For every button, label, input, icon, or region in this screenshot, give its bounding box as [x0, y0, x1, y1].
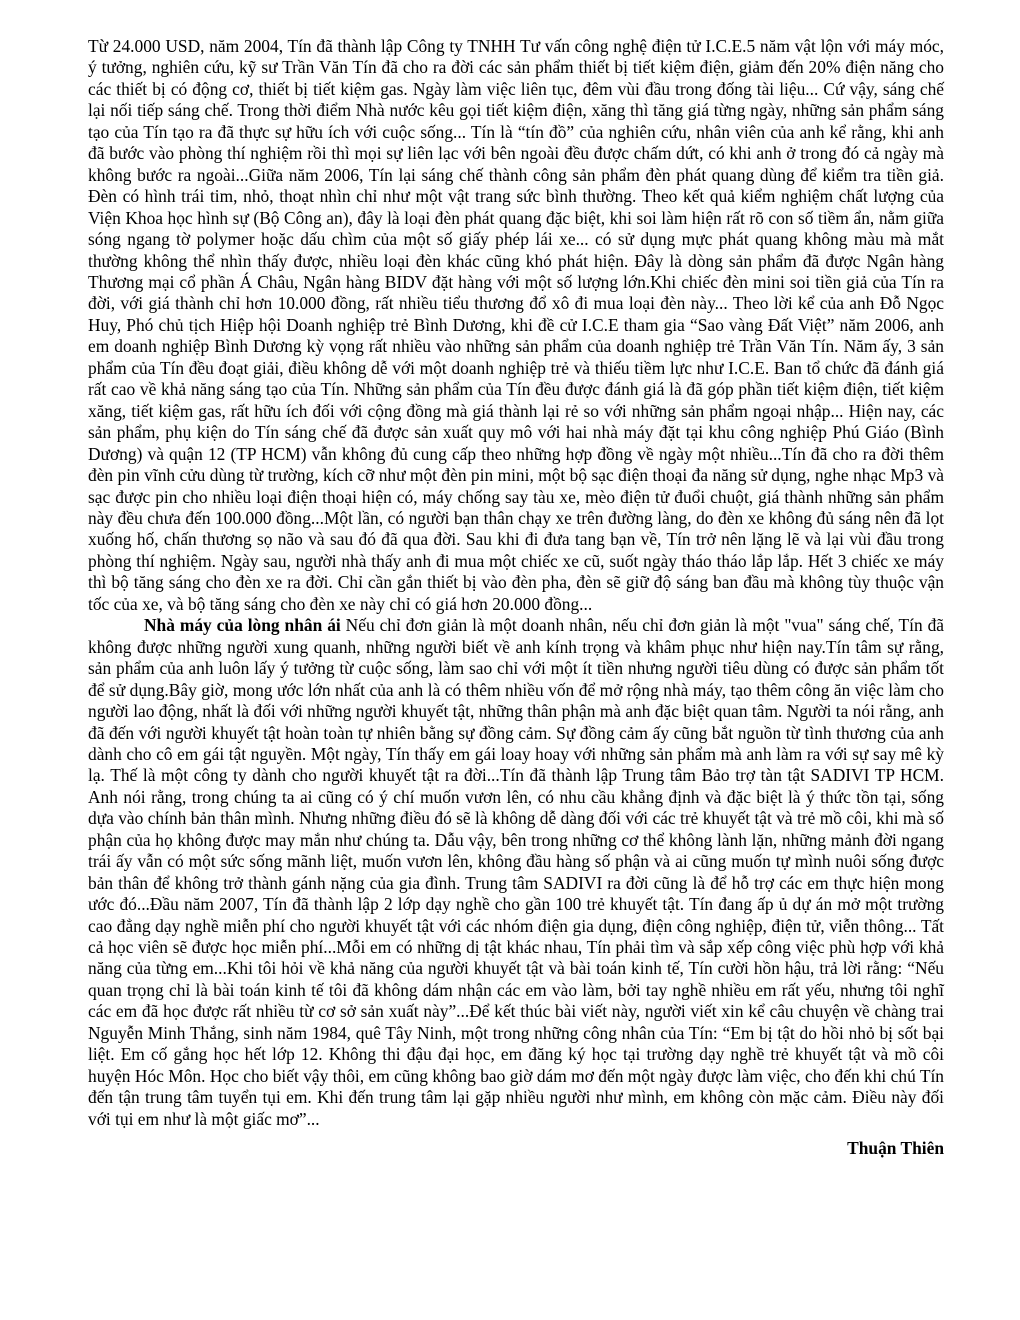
article: [88, 36, 944, 1160]
author-signature: Thuận Thiên: [847, 1138, 944, 1159]
section-heading: Nhà máy của lòng nhân ái: [144, 615, 341, 636]
article-paragraph-2: [88, 615, 944, 1130]
section-body: Nếu chỉ đơn giản là một doanh nhân, nếu chỉ đơn giản là một "vua" sáng chế, Tín đã không được những người xung quanh, những người biết về anh kính trọng và khâm phục như hiện nay.Tín tâm sự rằng, sản phẩm của anh luôn lấy ý tưởng từ cuộc sống, làm sao chỉ với một ít tiền nhưng người tiêu dùng có được sản phẩm tốt để sử dụng.Bây giờ, mong ước lớn nhất của anh là có thêm nhiều vốn để mở rộng nhà máy, tạo thêm công ăn việc làm cho người lao động, nhất là đối với những người khuyết tật, những thân phận mà anh đặc biệt quan tâm. Người ta nói rằng, anh đã đến với người khuyết tật hoàn toàn tự nhiên bằng sự đồng cảm. Sự đồng cảm ấy cũng bắt nguồn từ tình thương của anh dành cho cô em gái tật nguyền. Một ngày, Tín thấy em gái loay hoay với những sản phẩm mà anh làm ra với sự say mê kỳ lạ. Thế là một công ty dành cho người khuyết tật ra đời...Tín đã thành lập Trung tâm Bảo trợ tàn tật SADIVI TP HCM. Anh nói rằng, trong chúng ta ai cũng có ý chí muốn vươn lên, có nhu cầu khẳng định và đặc biệt là ý thức tồn tại, sống dựa vào chính bản thân mình. Nhưng những điều đó sẽ là không dễ dàng đối với các trẻ khuyết tật và trẻ mồ côi, khi mà số phận của họ không được may mắn như chúng ta. Dẫu vậy, bên trong những cơ thể không lành lặn, những mảnh đời ngang trái ấy vẫn có một sức sống mãnh liệt, muốn vươn lên, không đầu hàng số phận và ai cũng muốn tự mình nuôi sống được bản thân để không trở thành gánh nặng của gia đình. Trung tâm SADIVI ra đời cũng là để hỗ trợ các em thực hiện mong ước đó...Đầu năm 2007, Tín đã thành lập 2 lớp dạy nghề cho gần 100 trẻ khuyết tật. Tín đang ấp ủ dự án mở một trường cao đẳng dạy nghề miễn phí cho người khuyết tật với các nhóm điện gia dụng, điện công nghiệp, điện tử, viễn thông... Tất cả học viên sẽ được học miễn phí...Mỗi em có những dị tật khác nhau, Tín phải tìm và sắp xếp công việc phù hợp với khả năng của từng em...Khi tôi hỏi về khả năng của người khuyết tật và bài toán kinh tế, Tín cười hồn hậu, trả lời rằng: “Nếu quan trọng chỉ là bài toán kinh tế tôi đã không dám nhận các em vào làm, bởi tay nghề nhiều em rất yếu, nhưng tôi nghĩ các em đã học được rất nhiều từ cơ sở sản xuất này”...Để kết thúc bài viết này, người viết xin kể câu chuyện về chàng trai Nguyễn Minh Thắng, sinh năm 1984, quê Tây Ninh, một trong những công nhân của Tín: “Em bị tật do hồi nhỏ bị sốt bại liệt. Em cố gắng học hết lớp 12. Không thi đậu đại học, em đăng ký học tại trường dạy nghề trẻ khuyết tật và mồ côi huyện Hóc Môn. Học cho biết vậy thôi, em cũng không bao giờ dám mơ đến một ngày được làm việc, cho đến khi chú Tín đến tận trung tâm tuyển tụi em. Khi đến trung tâm lại gặp nhiều người như mình, em không còn mặc cảm. Điều này đối với tụi em như là một giấc mơ”...: [88, 615, 944, 1129]
article-paragraph-1: Từ 24.000 USD, năm 2004, Tín đã thành lập Công ty TNHH Tư vấn công nghệ điện tử I.C.E.5 năm vật lộn với máy móc, ý tưởng, nghiên cứu, kỹ sư Trần Văn Tín đã cho ra đời các sản phẩm thiết bị tiết kiệm điện, giảm đến 20% điện năng cho các thiết bị có động cơ, thiết bị tiết kiệm gas. Ngày làm việc liên tục, đêm vùi đầu trong đống tài liệu... Cứ vậy, sáng chế lại nối tiếp sáng chế. Trong thời điểm Nhà nước kêu gọi tiết kiệm điện, xăng thì tăng giá từng ngày, những sản phẩm sáng tạo của Tín tạo ra đã thực sự hữu ích với cuộc sống... Tín là “tín đồ” của nghiên cứu, nhân viên của anh kể rằng, khi anh đã bước vào phòng thí nghiệm rồi thì mọi sự liên lạc với bên ngoài đều được chấm dứt, có khi anh ở trong đó cả ngày mà không bước ra ngoài...Giữa năm 2006, Tín lại sáng chế thành công sản phẩm đèn phát quang dùng để kiểm tra tiền giả. Đèn có hình trái tim, nhỏ, thoạt nhìn chỉ như một vật trang sức bình thường. Theo kết quả kiểm nghiệm chất lượng của Viện Khoa học hình sự (Bộ Công an), đây là loại đèn phát quang đặc biệt, khi soi làm hiện rất rõ con số tiềm ẩn, nằm giữa sóng ngang tờ polymer hoặc dấu chìm của một số giấy phép lái xe... có sử dụng mực phát quang không màu mà mắt thường không thể nhìn thấy được, nhiều loại đèn khác cũng khó phát hiện. Đây là dòng sản phẩm đã được Ngân hàng Thương mại cổ phần Á Châu, Ngân hàng BIDV đặt hàng với một số lượng lớn.Khi chiếc đèn mini soi tiền giả của Tín ra đời, với giá thành chỉ hơn 10.000 đồng, rất nhiều tiểu thương đổ xô đi mua loại đèn này... Theo lời kể của anh Đỗ Ngọc Huy, Phó chủ tịch Hiệp hội Doanh nghiệp trẻ Bình Dương, khi đề cử I.C.E tham gia “Sao vàng Đất Việt” năm 2006, anh em doanh nghiệp Bình Dương kỳ vọng rất nhiều vào những sản phẩm của doanh nghiệp trẻ Trần Văn Tín. Năm ấy, 3 sản phẩm của Tín đều đoạt giải, điều không dễ với một doanh nghiệp trẻ và thiếu tiềm lực như I.C.E. Ban tổ chức đã đánh giá rất cao về khả năng sáng tạo của Tín. Những sản phẩm của Tín đều được đánh giá là đã góp phần tiết kiệm điện, tiết kiệm xăng, tiết kiệm gas, rất hữu ích đối với cộng đồng mà giá thành lại rẻ so với những sản phẩm ngoại nhập... Hiện nay, các sản phẩm, phụ kiện do Tín sáng chế đã được sản xuất quy mô với hai nhà máy đặt tại khu công nghiệp Phú Giáo (Bình Dương) và quận 12 (TP HCM) vẫn không đủ cung cấp theo những hợp đồng về ngày một nhiều...Tín đã cho ra đời thêm đèn pin vĩnh cửu dùng từ trường, kích cỡ như một đèn pin mini, một bộ sạc điện thoại đa năng sử dụng, nghe nhạc Mp3 và sạc được pin cho nhiều loại điện thoại hiện có, máy chống say tàu xe, mèo điện tử đuổi chuột, giá thành những sản phẩm này đều chưa đến 100.000 đồng...Một lần, có người bạn thân chạy xe trên đường làng, do đèn xe không đủ sáng nên đã lọt xuống hố, chấn thương sọ não và sau đó đã qua đời. Sau khi đi đưa tang bạn về, Tín trở nên lặng lẽ và lại vùi đầu trong phòng thí nghiệm. Ngày sau, người nhà thấy anh đi mua một chiếc xe cũ, suốt ngày tháo tháo lắp lắp. Hết 3 chiếc xe máy thì bộ tăng sáng cho đèn xe ra đời. Chỉ cần gắn thiết bị vào đèn pha, đèn sẽ giữ độ sáng ban đầu mà không tùy thuộc vận tốc của xe, và bộ tăng sáng cho đèn xe này chỉ có giá hơn 20.000 đồng...: [88, 36, 944, 614]
